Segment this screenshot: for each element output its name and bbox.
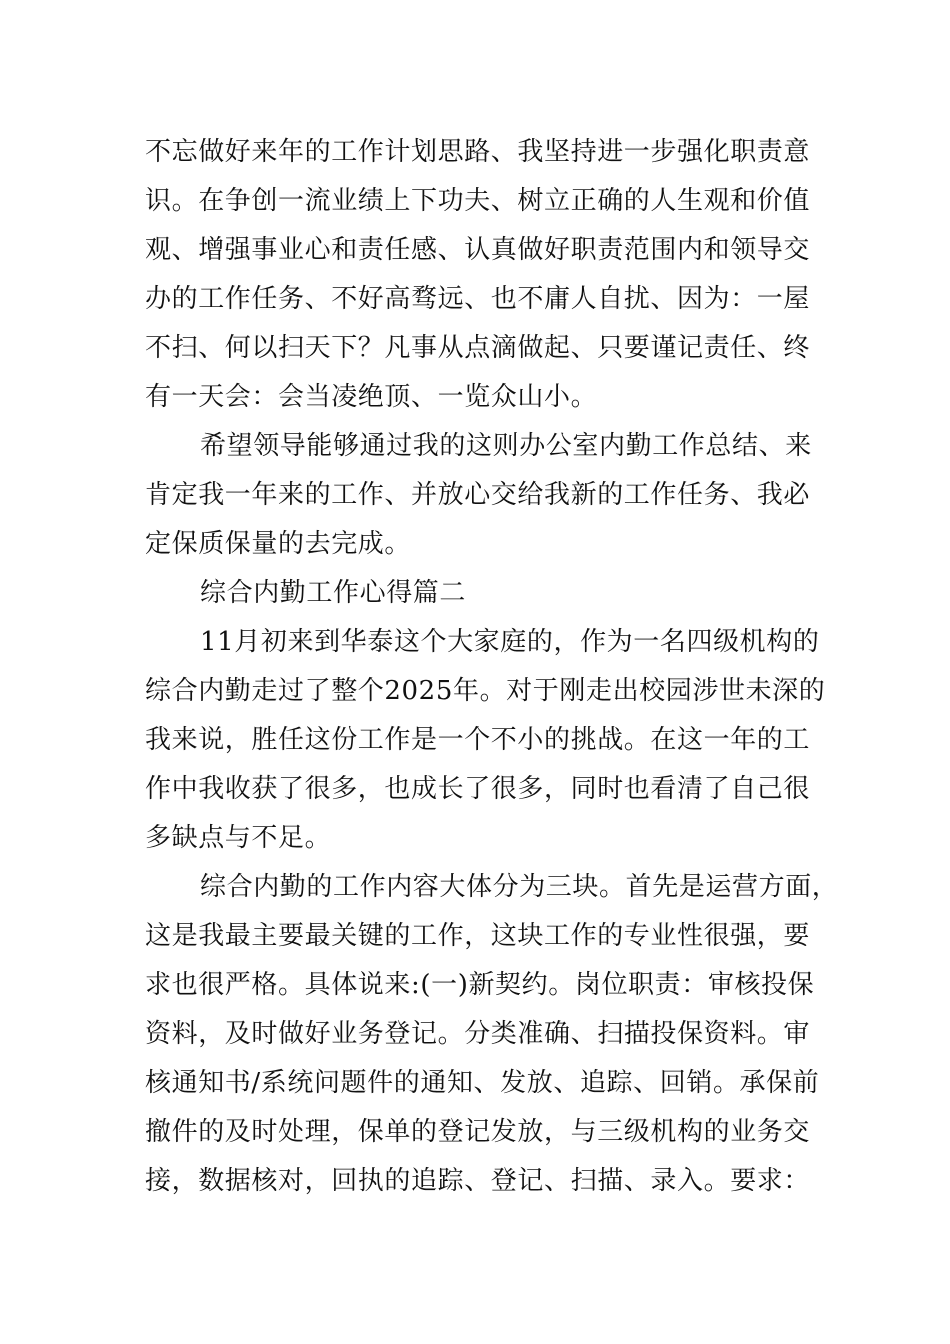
text-line: 作中我收获了很多，也成长了很多，同时也看清了自己很 [145,774,811,804]
text-line: 肯定我一年来的工作、并放心交给我新的工作任务、我必 [145,480,811,510]
paragraph-3 [145,618,835,863]
text-line: 撤件的及时处理，保单的登记发放，与三级机构的业务交 [145,1117,811,1147]
paragraph-4 [145,863,839,1206]
document-body [145,128,839,1206]
heading-line: 综合内勤工作心得篇二 [200,578,467,608]
text-line: 不忘做好来年的工作计划思路、我坚持进一步强化职责意 [145,137,811,167]
section-heading [145,569,835,618]
paragraph-1 [145,128,835,422]
text-line: 识。在争创一流业绩上下功夫、树立正确的人生观和价值 [145,186,811,216]
text-line: 资料，及时做好业务登记。分类准确、扫描投保资料。审 [145,1019,811,1049]
text-line: 综合内勤的工作内容大体分为三块。首先是运营方面， [200,872,839,902]
text-line: 多缺点与不足。 [145,823,332,853]
text-line: 综合内勤走过了整个2025年。对于刚走出校园涉世未深的 [145,676,826,706]
text-line: 观、增强事业心和责任感、认真做好职责范围内和领导交 [145,235,811,265]
text-line: 不扫、何以扫天下？凡事从点滴做起、只要谨记责任、终 [145,333,811,363]
text-line: 办的工作任务、不好高骛远、也不庸人自扰、因为：一屋 [145,284,811,314]
text-line: 这是我最主要最关键的工作，这块工作的专业性很强，要 [145,921,811,951]
text-line: 求也很严格。具体说来:(一)新契约。岗位职责：审核投保 [145,970,815,1000]
paragraph-2 [145,422,835,569]
text-line: 11月初来到华泰这个大家庭的，作为一名四级机构的 [200,627,820,657]
text-line: 定保质保量的去完成。 [145,529,412,559]
text-line: 接，数据核对，回执的追踪、登记、扫描、录入。要求： [145,1166,811,1196]
text-line: 有一天会：会当凌绝顶、一览众山小。 [145,382,598,412]
text-line: 希望领导能够通过我的这则办公室内勤工作总结、来 [200,431,812,461]
text-line: 核通知书/系统问题件的通知、发放、追踪、回销。承保前 [145,1068,820,1098]
text-line: 我来说，胜任这份工作是一个不小的挑战。在这一年的工 [145,725,811,755]
